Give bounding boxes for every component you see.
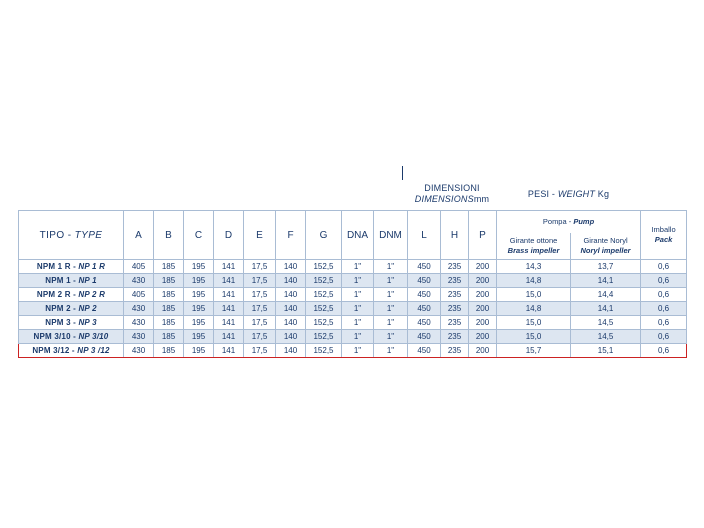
cell-c: 195 [184, 330, 214, 344]
cell-brass: 14,8 [497, 302, 571, 316]
cell-dnm: 1" [374, 274, 408, 288]
column-header-l: L [408, 211, 441, 260]
table-column-header-row [19, 211, 687, 234]
cell-l: 450 [408, 302, 441, 316]
table-row[interactable] [19, 302, 687, 316]
table-row[interactable] [19, 274, 687, 288]
cell-e: 17,5 [244, 302, 276, 316]
cell-dnm: 1" [374, 260, 408, 274]
cell-c: 195 [184, 344, 214, 358]
cell-h: 235 [441, 330, 469, 344]
cell-p: 200 [469, 344, 497, 358]
cell-e: 17,5 [244, 330, 276, 344]
cell-noryl: 14,1 [571, 274, 641, 288]
table-row[interactable] [19, 260, 687, 274]
header-blank-d [214, 178, 244, 211]
cell-h: 235 [441, 344, 469, 358]
column-header-type: TIPO - TYPE [19, 211, 124, 260]
cell-pack: 0,6 [641, 302, 687, 316]
cell-d: 141 [214, 274, 244, 288]
specification-table [18, 178, 687, 358]
cell-pack: 0,6 [641, 260, 687, 274]
cell-p: 200 [469, 274, 497, 288]
cell-f: 140 [276, 344, 306, 358]
cell-type: NPM 1 - NP 1 [19, 274, 124, 288]
cell-c: 195 [184, 274, 214, 288]
header-blank-f [276, 178, 306, 211]
header-blank-c [184, 178, 214, 211]
cell-l: 450 [408, 316, 441, 330]
header-blank-pack [641, 178, 687, 211]
cell-l: 450 [408, 288, 441, 302]
cell-e: 17,5 [244, 288, 276, 302]
cell-a: 430 [124, 330, 154, 344]
cell-noryl: 14,5 [571, 330, 641, 344]
cell-brass: 14,3 [497, 260, 571, 274]
cell-g: 152,5 [306, 302, 342, 316]
cell-d: 141 [214, 330, 244, 344]
cell-dna: 1" [342, 302, 374, 316]
cell-p: 200 [469, 302, 497, 316]
cell-h: 235 [441, 302, 469, 316]
cell-b: 185 [154, 260, 184, 274]
cell-pack: 0,6 [641, 330, 687, 344]
cell-brass: 14,8 [497, 274, 571, 288]
cell-g: 152,5 [306, 330, 342, 344]
cell-a: 405 [124, 260, 154, 274]
cell-a: 430 [124, 274, 154, 288]
cell-dna: 1" [342, 344, 374, 358]
cell-p: 200 [469, 288, 497, 302]
cell-d: 141 [214, 316, 244, 330]
cell-noryl: 14,4 [571, 288, 641, 302]
cell-pack: 0,6 [641, 316, 687, 330]
cell-c: 195 [184, 288, 214, 302]
group-dimensions-line2: DIMENSIONSmm [414, 194, 490, 204]
cell-g: 152,5 [306, 344, 342, 358]
cell-f: 140 [276, 274, 306, 288]
cell-f: 140 [276, 260, 306, 274]
cell-dnm: 1" [374, 330, 408, 344]
cell-noryl: 15,1 [571, 344, 641, 358]
cell-f: 140 [276, 316, 306, 330]
cell-pack: 0,6 [641, 288, 687, 302]
cell-d: 141 [214, 288, 244, 302]
cell-p: 200 [469, 330, 497, 344]
cell-f: 140 [276, 302, 306, 316]
header-blank-dnm [374, 178, 408, 211]
table-row-highlighted[interactable] [19, 344, 687, 358]
cell-type: NPM 1 R - NP 1 R [19, 260, 124, 274]
cell-l: 450 [408, 344, 441, 358]
header-blank-e [244, 178, 276, 211]
header-blank-a [124, 178, 154, 211]
cell-type: NPM 3/10 - NP 3/10 [19, 330, 124, 344]
column-header-noryl-impeller: Girante Noryl Noryl impeller [571, 233, 641, 260]
header-blank-g [306, 178, 342, 211]
cell-c: 195 [184, 302, 214, 316]
cell-a: 430 [124, 302, 154, 316]
column-header-dnm: DNM [374, 211, 408, 260]
cell-d: 141 [214, 344, 244, 358]
cell-noryl: 14,1 [571, 302, 641, 316]
cell-type: NPM 3 - NP 3 [19, 316, 124, 330]
cell-b: 185 [154, 302, 184, 316]
cell-dna: 1" [342, 260, 374, 274]
cell-h: 235 [441, 260, 469, 274]
cell-l: 450 [408, 260, 441, 274]
cell-b: 185 [154, 288, 184, 302]
column-header-b: B [154, 211, 184, 260]
cell-dnm: 1" [374, 288, 408, 302]
cell-brass: 15,7 [497, 344, 571, 358]
cell-e: 17,5 [244, 274, 276, 288]
column-header-c: C [184, 211, 214, 260]
cell-e: 17,5 [244, 316, 276, 330]
cell-brass: 15,0 [497, 330, 571, 344]
cell-g: 152,5 [306, 288, 342, 302]
column-header-pack: Imballo Pack [641, 211, 687, 260]
cell-dna: 1" [342, 288, 374, 302]
cell-dnm: 1" [374, 316, 408, 330]
cell-h: 235 [441, 274, 469, 288]
cell-g: 152,5 [306, 316, 342, 330]
cell-f: 140 [276, 330, 306, 344]
cell-d: 141 [214, 260, 244, 274]
column-header-d: D [214, 211, 244, 260]
cell-a: 405 [124, 288, 154, 302]
cell-type: NPM 2 - NP 2 [19, 302, 124, 316]
header-blank-dna [342, 178, 374, 211]
subgroup-header-pump: Pompa - Pump [497, 211, 641, 234]
group-dimensions-line1: DIMENSIONI [424, 183, 480, 193]
cell-a: 430 [124, 344, 154, 358]
cell-b: 185 [154, 316, 184, 330]
group-title-weights: PESI - WEIGHT Kg [527, 188, 610, 199]
cell-dnm: 1" [374, 302, 408, 316]
cell-dna: 1" [342, 330, 374, 344]
column-header-dna: DNA [342, 211, 374, 260]
cell-b: 185 [154, 344, 184, 358]
column-header-h: H [441, 211, 469, 260]
cell-dna: 1" [342, 316, 374, 330]
column-header-e: E [244, 211, 276, 260]
cell-dna: 1" [342, 274, 374, 288]
cell-l: 450 [408, 274, 441, 288]
cell-type: NPM 2 R - NP 2 R [19, 288, 124, 302]
column-header-brass-impeller: Girante ottone Brass impeller [497, 233, 571, 260]
cell-b: 185 [154, 274, 184, 288]
cell-p: 200 [469, 260, 497, 274]
table-group-header-row [19, 178, 687, 211]
cell-h: 235 [441, 316, 469, 330]
cell-h: 235 [441, 288, 469, 302]
table-row[interactable] [19, 288, 687, 302]
cell-type: NPM 3/12 - NP 3 /12 [19, 344, 124, 358]
cell-pack: 0,6 [641, 274, 687, 288]
cell-e: 17,5 [244, 260, 276, 274]
cell-p: 200 [469, 316, 497, 330]
cell-g: 152,5 [306, 274, 342, 288]
cell-brass: 15,0 [497, 316, 571, 330]
header-corner-blank [19, 178, 124, 211]
cell-a: 430 [124, 316, 154, 330]
group-title-dimensions [408, 178, 497, 211]
column-header-f: F [276, 211, 306, 260]
column-header-g: G [306, 211, 342, 260]
column-header-a: A [124, 211, 154, 260]
cell-noryl: 14,5 [571, 316, 641, 330]
cell-g: 152,5 [306, 260, 342, 274]
cell-b: 185 [154, 330, 184, 344]
cell-noryl: 13,7 [571, 260, 641, 274]
cell-dnm: 1" [374, 344, 408, 358]
cell-d: 141 [214, 302, 244, 316]
column-header-p: P [469, 211, 497, 260]
table-row[interactable] [19, 330, 687, 344]
cell-f: 140 [276, 288, 306, 302]
cell-brass: 15,0 [497, 288, 571, 302]
table-row[interactable] [19, 316, 687, 330]
cell-c: 195 [184, 316, 214, 330]
cell-pack: 0,6 [641, 344, 687, 358]
cell-e: 17,5 [244, 344, 276, 358]
header-blank-b [154, 178, 184, 211]
cell-c: 195 [184, 260, 214, 274]
cell-l: 450 [408, 330, 441, 344]
